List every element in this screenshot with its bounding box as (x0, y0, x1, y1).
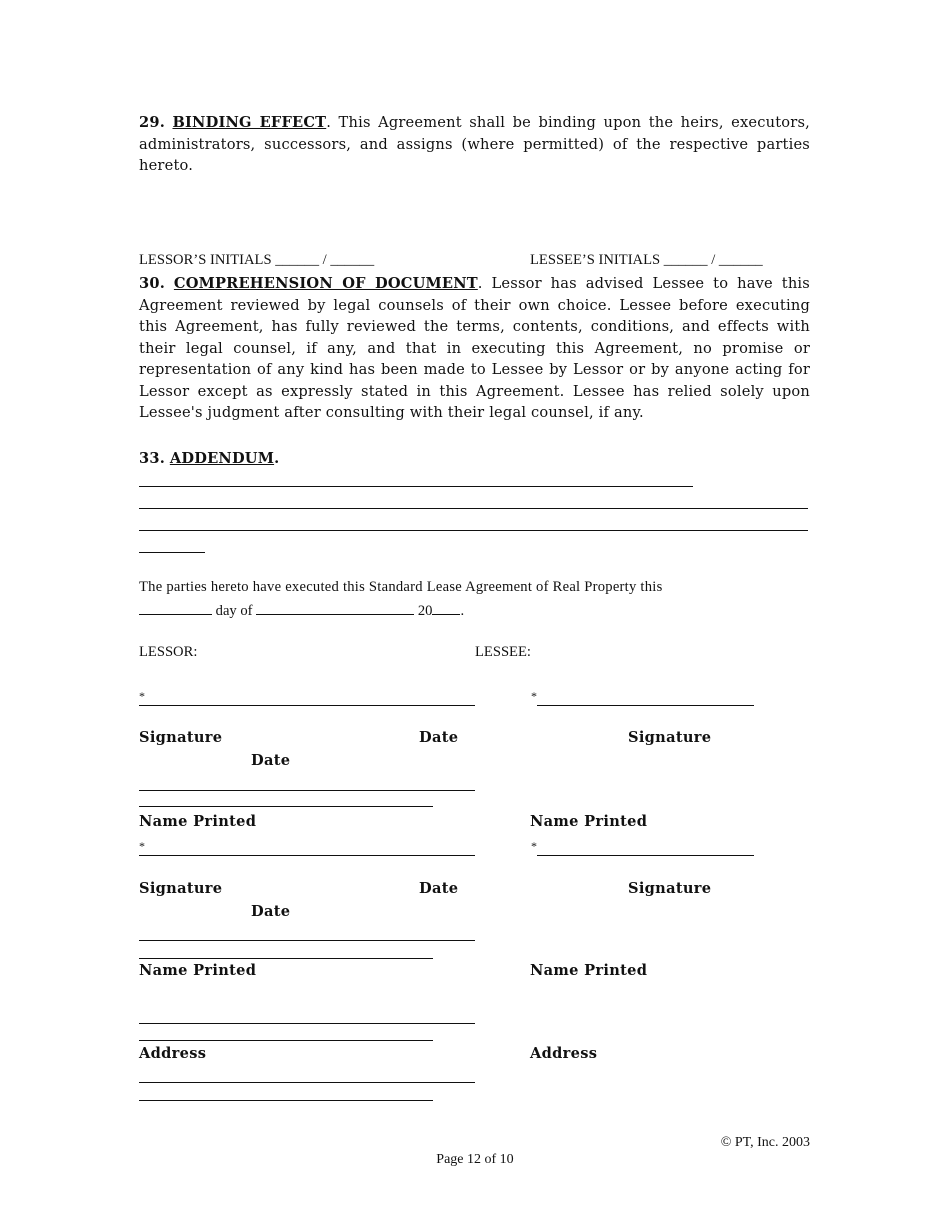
section-text: . This Agreement shall be binding upon the heirs, executors, administrators, successors, and assigns (where permitted) of the respective parties hereto. (139, 114, 810, 174)
signature-label: Signature (628, 729, 712, 746)
lessor-signature-line-2[interactable] (139, 855, 475, 856)
section-29 (139, 112, 810, 177)
section-number: 33. (139, 450, 165, 467)
addendum-line[interactable] (139, 486, 693, 487)
lessee-label: LESSEE: (475, 644, 531, 660)
lessor-address-line-1[interactable] (139, 1023, 475, 1024)
lessee-address-line-2[interactable] (139, 1100, 433, 1101)
section-33: 33. ADDENDUM. (139, 450, 280, 467)
lessee-address-line-1[interactable] (139, 1040, 433, 1041)
year-blank[interactable] (432, 601, 460, 615)
name-printed-label: Name Printed (530, 962, 648, 979)
address-label: Address (530, 1045, 598, 1062)
section-number: 30. (139, 275, 165, 292)
section-30 (139, 273, 810, 424)
date-label: Date (419, 880, 459, 897)
signature-label: Signature (139, 880, 223, 897)
lessor-address-line-2[interactable] (139, 1082, 475, 1083)
lessor-signature-line-1[interactable] (139, 705, 475, 706)
date-label: Date (251, 752, 291, 769)
section-heading: BINDING EFFECT (172, 114, 327, 131)
section-text: . Lessor has advised Lessee to have this Agreement reviewed by legal counsels of their own choice. Lessee before executing this Agreement, has fully reviewed the terms, contents, conditions, and effects with their legal counsel, if any, and that in executing this Agreement, no promise or representation of any kind has been made to Lessee by Lessor or by anyone acting for Lessor except as expressly stated in this Agreement. Lessee has relied solely upon Lessee's judgment after consulting with their legal counsel, if any. (139, 275, 810, 421)
lessee-initials[interactable]: LESSEE’S INITIALS ______ / ______ (530, 252, 763, 268)
addendum-line[interactable] (139, 530, 808, 531)
section-number: 29. (139, 114, 165, 131)
name-printed-label: Name Printed (530, 813, 648, 830)
addendum-line[interactable] (139, 552, 205, 553)
copyright: © PT, Inc. 2003 (720, 1135, 810, 1150)
section-heading: COMPREHENSION OF DOCUMENT (173, 275, 478, 292)
lessee-signature-line-2[interactable] (537, 855, 754, 856)
lessor-name-line-2[interactable] (139, 940, 475, 941)
signature-label: Signature (628, 880, 712, 897)
addendum-line[interactable] (139, 508, 808, 509)
month-blank[interactable] (256, 601, 414, 615)
execution-text: The parties hereto have executed this Standard Lease Agreement of Real Property this (139, 579, 663, 595)
page-number: Page 12 of 10 (436, 1152, 514, 1167)
lessee-name-line-1[interactable] (139, 806, 433, 807)
lessor-initials[interactable]: LESSOR’S INITIALS ______ / ______ (139, 252, 375, 268)
address-label: Address (139, 1045, 207, 1062)
execution-date-line: day of 20 . (139, 601, 464, 620)
name-printed-label: Name Printed (139, 962, 257, 979)
date-label: Date (251, 903, 291, 920)
name-printed-label: Name Printed (139, 813, 257, 830)
lessor-name-line-1[interactable] (139, 790, 475, 791)
day-blank[interactable] (139, 601, 212, 615)
lessee-name-line-2[interactable] (139, 958, 433, 959)
lessor-label: LESSOR: (139, 644, 198, 660)
signature-label: Signature (139, 729, 223, 746)
date-label: Date (419, 729, 459, 746)
lessee-signature-line-1[interactable] (537, 705, 754, 706)
section-heading: ADDENDUM (169, 450, 275, 467)
